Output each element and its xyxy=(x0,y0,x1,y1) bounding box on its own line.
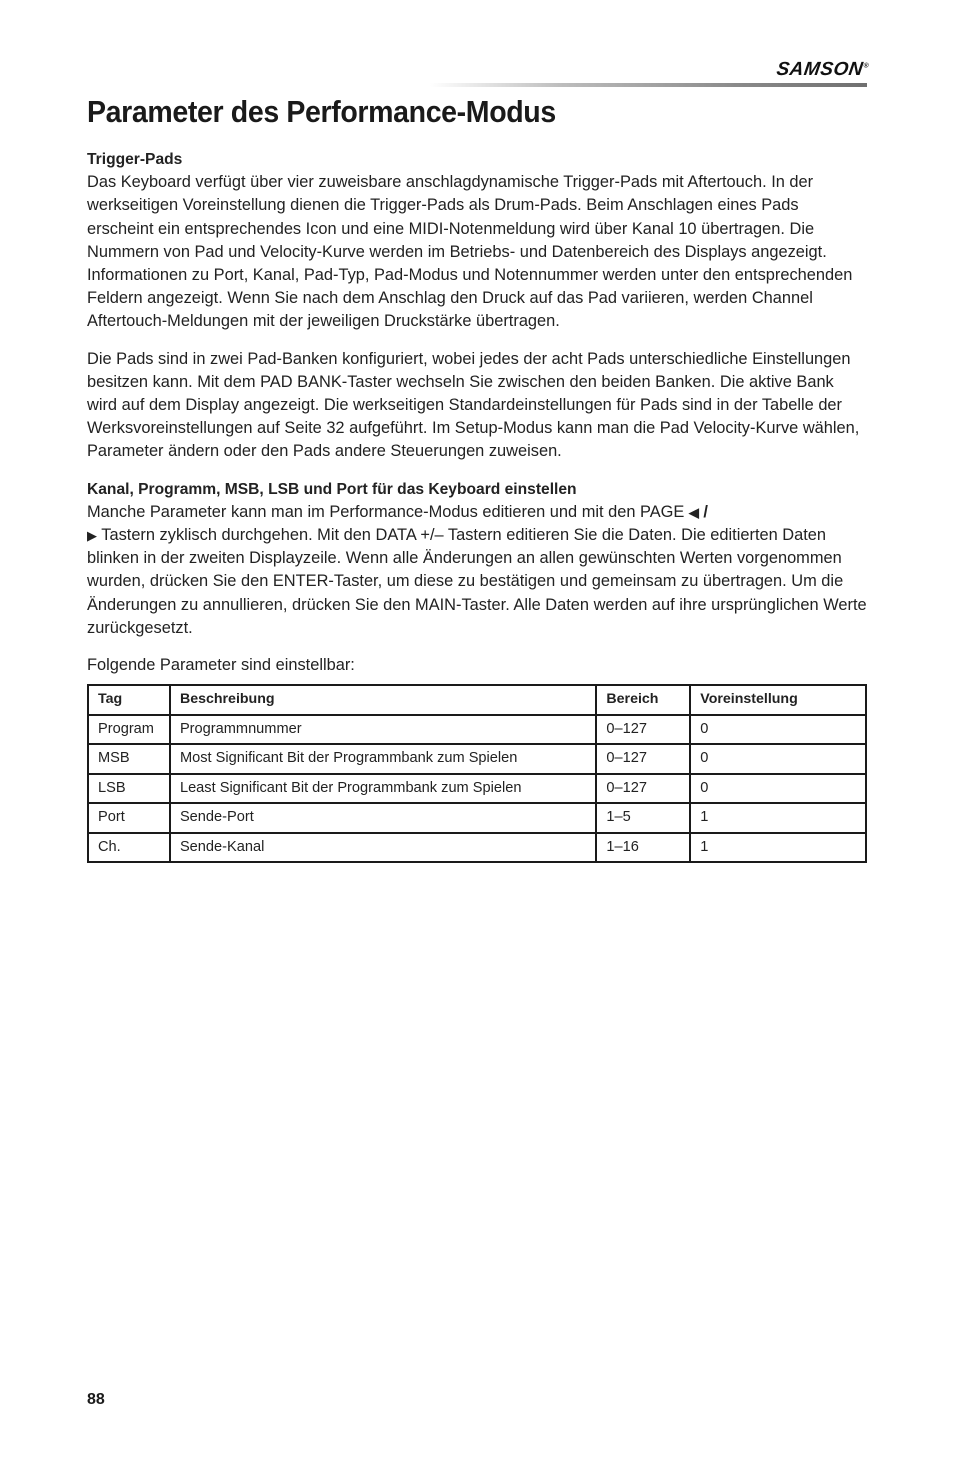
section-keyboard-settings xyxy=(87,478,867,640)
section-heading: Kanal, Programm, MSB, LSB und Port für das Keyboard einstellen xyxy=(87,480,577,498)
main-content xyxy=(87,148,867,863)
header-range: Bereich xyxy=(596,685,690,715)
cell-description: Programmnummer xyxy=(170,715,596,745)
cell-range: 0–127 xyxy=(596,774,690,804)
right-arrow-icon: ▶ xyxy=(87,528,97,544)
cell-range: 0–127 xyxy=(596,744,690,774)
cell-default: 1 xyxy=(690,833,866,863)
table-row xyxy=(88,715,866,745)
cell-tag: LSB xyxy=(88,774,170,804)
header-description: Beschreibung xyxy=(170,685,596,715)
parameter-table xyxy=(87,684,867,863)
header-rule xyxy=(430,83,867,87)
cell-tag: MSB xyxy=(88,744,170,774)
cell-range: 1–16 xyxy=(596,833,690,863)
cell-range: 1–5 xyxy=(596,803,690,833)
cell-range: 0–127 xyxy=(596,715,690,745)
cell-default: 1 xyxy=(690,803,866,833)
left-arrow-icon: ◀ xyxy=(688,504,699,520)
cell-default: 0 xyxy=(690,774,866,804)
table-row xyxy=(88,833,866,863)
cell-description: Least Significant Bit der Programmbank zum Spielen xyxy=(170,774,596,804)
arrow-separator: / xyxy=(698,502,708,521)
paragraph: Die Pads sind in zwei Pad-Banken konfiguriert, wobei jedes der acht Pads unterschiedliche Einstellungen besitzen kann. Mit dem PAD BANK-Taster wechseln Sie zwischen den beiden Banken. Die aktive Bank wird auf dem Display angezeigt. Die werkseitigen Standardeinstellungen für Pads sind in der Tabelle der Werksvoreinstellungen auf Seite 32 aufgeführt. Im Setup-Modus kann man die Pad Velocity-Kurve wählen, Parameter ändern oder den Pads andere Steuerungen zuweisen. xyxy=(87,349,860,461)
table-header-row xyxy=(88,685,866,715)
header-default: Voreinstellung xyxy=(690,685,866,715)
cell-description: Sende-Kanal xyxy=(170,833,596,863)
cell-description: Most Significant Bit der Programmbank zum Spielen xyxy=(170,744,596,774)
cell-default: 0 xyxy=(690,715,866,745)
table-row xyxy=(88,744,866,774)
page-title: Parameter des Performance-Modus xyxy=(87,94,556,129)
samson-logo: SAMSON® xyxy=(775,59,870,80)
table-intro: Folgende Parameter sind einstellbar: xyxy=(87,656,355,675)
paragraph-part: Manche Parameter kann man im Performance-Modus editieren und mit den PAGE xyxy=(87,502,689,521)
cell-description: Sende-Port xyxy=(170,803,596,833)
section-heading: Trigger-Pads xyxy=(87,151,183,168)
table-row xyxy=(88,803,866,833)
section-trigger-pads xyxy=(87,148,867,334)
cell-tag: Ch. xyxy=(88,833,170,863)
cell-tag: Port xyxy=(88,803,170,833)
header-tag: Tag xyxy=(88,685,170,715)
paragraph-part: Tastern zyklisch durchgehen. Mit den DATA +/– Tastern editieren Sie die Daten. Die editierten Daten blinken in der zweiten Displayzeile. Wenn alle Änderungen an allen gewünschten Werten vorgenommen wurden, drücken Sie den ENTER-Taster, um diese zu bestätigen und gemeinsam zu übertragen. Um die Änderungen zu annullieren, drücken Sie den MAIN-Taster. Alle Daten werden auf ihre ursprünglichen Werte zurückgesetzt. xyxy=(87,526,867,637)
cell-default: 0 xyxy=(690,744,866,774)
cell-tag: Program xyxy=(88,715,170,745)
table-row xyxy=(88,774,866,804)
page-number: 88 xyxy=(87,1391,105,1408)
paragraph: Das Keyboard verfügt über vier zuweisbare anschlagdynamische Trigger-Pads mit Aftertouch. In der werkseitigen Voreinstellung dienen die Trigger-Pads als Drum-Pads. Beim Anschlagen eines Pads erscheint ein entsprechendes Icon und eine MIDI-Notenmeldung wird über Kanal 10 übertragen. Die Nummern von Pad und Velocity-Kurve werden im Betriebs- und Datenbereich des Displays angezeigt. Informationen zu Port, Kanal, Pad-Typ, Pad-Modus und Notennummer werden unter den entsprechenden Feldern angezeigt. Wenn Sie nach dem Anschlag den Druck auf das Pad variieren, werden Channel Aftertouch-Meldungen mit der jeweiligen Druckstärke übertragen. xyxy=(87,173,853,331)
